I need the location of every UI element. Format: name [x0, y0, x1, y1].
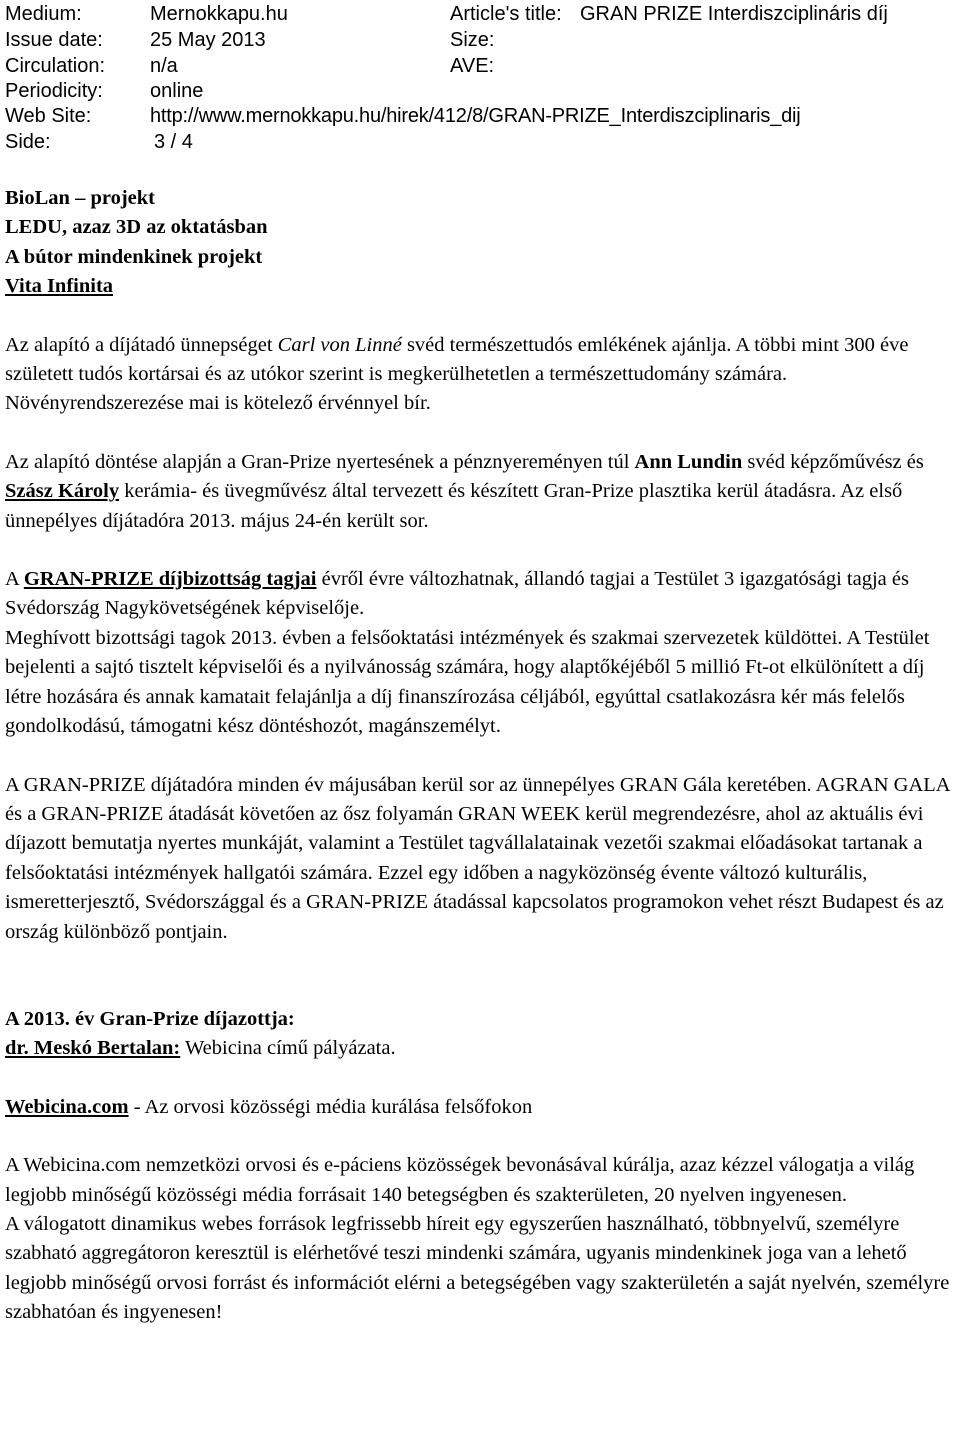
paragraph-committee — [5, 565, 960, 624]
paragraph-webicina-2: A válogatott dinamikus webes források legfrissebb híreit egy egyszerűen használható, többnyelvű, személyre szabható aggregátoron keresztül is elérhetővé teszi mindenki számára, ugyanis mindenkinek joga van a lehető legjobb minőségű orvosi forrást és információt elérni a betegségében vagy szakterületén a saját nyelvén, személyre szabhatóan és ingyenesen! — [5, 1212, 950, 1324]
paragraph-webicina-1: A Webicina.com nemzetközi orvosi és e-páciens közösségek bevonásával kúrálja, azaz kézzel válogatja a világ legjobb minőségű közösségi média forrásait 140 betegségben és szakterületen, 20 nyelven ingyenesen. — [5, 1154, 915, 1206]
side-value: 3 / 4 — [154, 131, 193, 153]
size-label: Size: — [450, 29, 495, 51]
winner-heading: A 2013. év Gran-Prize díjazottja: — [5, 1007, 295, 1030]
text-run: A — [5, 568, 24, 591]
paragraph-invited-members: Meghívott bizottsági tagok 2013. évben a felsőoktatási intézmények és szakmai szervezetek küldöttei. A Testület bejelenti a sajtó tisztelt képviselői és a nyilvánosság számára, hogy alaptőkéjéből 5 millió Ft-ot elkülönített a díj létre hozására és annak kamatait felajánlja a díj finanszírozása céljából, egyúttal csatlakozásra kér más felelős gondolkodású, támogatni kész döntéshozót, magánszemélyt. — [5, 626, 930, 738]
szasz-karoly-link[interactable]: Szász Károly — [5, 480, 120, 503]
winner-line — [5, 1034, 960, 1063]
article-metadata-header — [5, 0, 955, 160]
text-run: kerámia- és üvegművész által tervezett és készített Gran-Prize plasztika kerül átadásra. Az első ünnepélyes díjátadóra 2013. május 24-én került sor. — [5, 480, 903, 532]
periodicity-value: online — [150, 80, 204, 102]
project-item: A bútor mindenkinek projekt — [5, 245, 263, 268]
winner-work: Webicina című pályázata. — [180, 1037, 396, 1060]
project-item: BioLan – projekt — [5, 187, 155, 209]
text-run: Az alapító a díjátadó ünnepséget — [5, 333, 278, 356]
website-label: Web Site: — [5, 105, 92, 127]
linne-name: Carl von Linné — [277, 333, 402, 356]
committee-link[interactable]: GRAN-PRIZE díjbizottság tagjai — [23, 568, 317, 591]
project-item: LEDU, azaz 3D az oktatásban — [5, 216, 268, 239]
issue-date-value: 25 May 2013 — [150, 29, 266, 51]
issue-date-label: Issue date: — [5, 29, 103, 51]
title-label: Article's title: — [450, 3, 562, 25]
text-run: Az alapító döntése alapján a Gran-Prize nyertesének a pénznyereményen túl — [5, 450, 635, 473]
text-run: svéd képzőművész és — [742, 450, 924, 473]
article-body — [5, 184, 960, 1328]
paragraph-award — [5, 448, 960, 536]
project-link-vita-infinita[interactable]: Vita Infinita — [5, 275, 114, 298]
ave-label: AVE: — [450, 55, 495, 77]
periodicity-label: Periodicity: — [5, 80, 103, 102]
text-run: évről évre változhatnak, állandó tagjai a Testület 3 igazgatósági tagja és Svédország Nagykövetségének képviselője. — [5, 568, 909, 620]
paragraph-linne — [5, 331, 960, 419]
paragraph-gala: A GRAN-PRIZE díjátadóra minden év májusában kerül sor az ünnepélyes GRAN Gála keretében. AGRAN GALA és a GRAN-PRIZE átadását követően az ősz folyamán GRAN WEEK kerül megrendezésre, ahol az aktuális évi díjazott bemutatja nyertes munkáját, valamint a Testület tagvállalatainak vezetői szakmai előadásokat tartanak a felsőoktatási intézmények hallgatói számára. Ezzel egy időben a nagyközönség évente változó kulturális, ismeretterjesztő, Svédországgal és a GRAN-PRIZE átadással kapcsolatos programokon vehet részt Budapest és az ország különböző pontjain. — [5, 773, 950, 943]
title-value: GRAN PRIZE Interdiszciplináris díj — [580, 3, 888, 25]
winner-name-link[interactable]: dr. Meskó Bertalan: — [5, 1037, 181, 1060]
medium-value: Mernokkapu.hu — [150, 3, 288, 25]
text-run: svéd természettudós emlékének ajánlja. A többi mint 300 éve született tudós kortársai és az utókor szerint is megkerülhetetlen a természettudomány számára. Növényrendszerezése mai is kötelező érvénnyel bír. — [5, 333, 909, 415]
website-url[interactable]: http://www.mernokkapu.hu/hirek/412/8/GRAN-PRIZE_Interdiszciplinaris_dij — [150, 105, 801, 127]
medium-label: Medium: — [5, 3, 82, 25]
webicina-subtitle: - Az orvosi közösségi média kurálása felsőfokon — [128, 1095, 533, 1118]
circulation-value: n/a — [150, 55, 178, 77]
webicina-title-line — [5, 1093, 960, 1122]
webicina-link[interactable]: Webicina.com — [5, 1095, 129, 1118]
ann-lundin: Ann Lundin — [634, 450, 743, 473]
side-label: Side: — [5, 131, 51, 153]
circulation-label: Circulation: — [5, 55, 106, 77]
